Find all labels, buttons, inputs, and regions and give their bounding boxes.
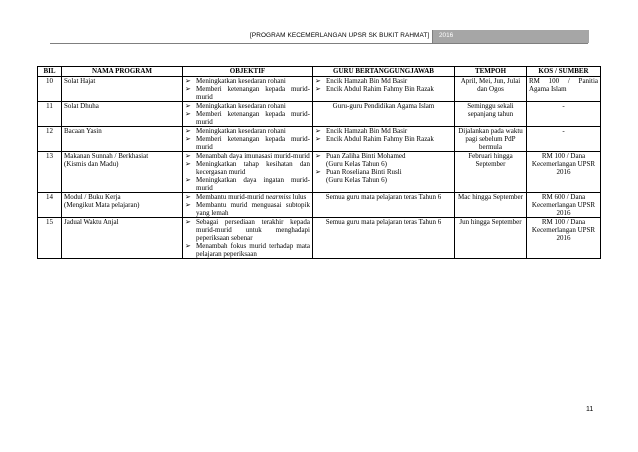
row-nama-program: Makanan Sunnah / Berkhasiat (Kismis dan Madu): [62, 152, 183, 193]
row-guru: Guru-guru Pendidikan Agama Islam: [313, 102, 455, 127]
row-nama-program: Solat Dhuha: [62, 102, 183, 127]
row-kos: RM 600 / Dana Kecemerlangan UPSR 2016: [527, 193, 601, 218]
bullet-arrow-icon: ➢: [315, 77, 321, 85]
header-divider: [50, 43, 588, 44]
row-objektif: [183, 193, 313, 218]
row-objektif: [183, 77, 313, 102]
bullet-arrow-icon: ➢: [185, 135, 191, 143]
row-guru: [313, 127, 455, 152]
bullet-arrow-icon: ➢: [315, 85, 321, 93]
table-row: [38, 152, 601, 193]
list-item: ➢ Puan Roseliana Binti Rusli (Guru Kelas Tahun 6): [315, 168, 402, 184]
row-tempoh: Seminggu sekali sepanjang tahun: [455, 102, 527, 127]
row-tempoh: Februari hingga September: [455, 152, 527, 193]
row-nama-program: Bacaan Yasin: [62, 127, 183, 152]
bullet-arrow-icon: ➢: [185, 85, 191, 93]
bullet-arrow-icon: ➢: [185, 193, 191, 201]
bullet-arrow-icon: ➢: [185, 160, 191, 168]
program-table: [37, 66, 601, 259]
table-row: [38, 102, 601, 127]
bullet-arrow-icon: ➢: [315, 135, 321, 143]
col-header-objektif: OBJEKTIF: [183, 67, 313, 77]
list-item: ➢ Puan Zaliha Binti Mohamed (Guru Kelas Tahun 6): [315, 152, 406, 168]
page-header: [0, 30, 638, 46]
list-item: ➢ Menambah daya imunasasi murid-murid: [185, 152, 310, 160]
year-label: 2016: [439, 32, 454, 39]
row-objektif: [183, 152, 313, 193]
bullet-arrow-icon: ➢: [185, 218, 191, 226]
list-item: ➢ Meningkatkan kesedaran rohani: [185, 127, 286, 135]
row-objektif: [183, 102, 313, 127]
list-item: ➢ Encik Abdul Rahim Fahmy Bin Razak: [315, 135, 434, 143]
list-item: ➢ Encik Hamzah Bin Md Basir: [315, 77, 408, 85]
row-kos: RM 100 / Panitia Agama Islam: [527, 77, 601, 102]
table-row: [38, 193, 601, 218]
bullet-arrow-icon: ➢: [185, 110, 191, 118]
list-item: ➢ Encik Hamzah Bin Md Basir: [315, 127, 408, 135]
list-item: ➢ Sebagai persediaan terakhir kepada murid-murid untuk menghadapi peperiksaan sebenar: [185, 218, 310, 242]
row-bil: 11: [38, 102, 62, 127]
document-title: [PROGRAM KECEMERLANGAN UPSR SK BUKIT RAHMAT]: [250, 32, 430, 39]
bullet-arrow-icon: ➢: [185, 77, 191, 85]
row-guru: [313, 77, 455, 102]
bullet-arrow-icon: ➢: [185, 242, 191, 250]
row-nama-program: Jadual Waktu Anjal: [62, 218, 183, 259]
list-item: ➢ Encik Abdul Rahim Fahmy Bin Razak: [315, 85, 434, 93]
list-item: ➢ Meningkatkan kesedaran rohani: [185, 102, 286, 110]
row-tempoh: Jun hingga September: [455, 218, 527, 259]
row-guru: [313, 152, 455, 193]
col-header-kos: KOS / SUMBER: [527, 67, 601, 77]
row-kos: -: [527, 102, 601, 127]
bullet-arrow-icon: ➢: [185, 152, 191, 160]
list-item: ➢ Membantu murid menguasai subtopik yang lemah: [185, 201, 310, 217]
row-bil: 14: [38, 193, 62, 218]
col-header-guru: GURU BERTANGGUNGJAWAB: [313, 67, 455, 77]
list-item: ➢ Memberi ketenangan kepada murid-murid: [185, 135, 310, 151]
row-guru: Semua guru mata pelajaran teras Tahun 6: [313, 218, 455, 259]
row-kos: -: [527, 127, 601, 152]
col-header-bil: BIL: [38, 67, 62, 77]
list-item: ➢ Menambah fokus murid terhadap mata pelajaran peperiksaan: [185, 242, 310, 258]
row-nama-program: Solat Hajat: [62, 77, 183, 102]
bullet-arrow-icon: ➢: [185, 201, 191, 209]
col-header-nama-program: NAMA PROGRAM: [62, 67, 183, 77]
row-bil: 10: [38, 77, 62, 102]
row-objektif: [183, 127, 313, 152]
bullet-arrow-icon: ➢: [315, 152, 321, 160]
table-header-row: [38, 67, 601, 77]
list-item: ➢ Meningkatkan kesedaran rohani: [185, 77, 286, 85]
row-kos: RM 100 / Dana Kecemerlangan UPSR 2016: [527, 152, 601, 193]
row-tempoh: Mac hingga September: [455, 193, 527, 218]
table-row: [38, 77, 601, 102]
bullet-arrow-icon: ➢: [185, 176, 191, 184]
bullet-arrow-icon: ➢: [185, 127, 191, 135]
row-bil: 15: [38, 218, 62, 259]
row-tempoh: Dijalankan pada waktu pagi sebelum PdP bermula: [455, 127, 527, 152]
list-item: ➢ Membantu murid-murid nearmiss lulus: [185, 193, 307, 201]
row-kos: RM 100 / Dana Kecemerlangan UPSR 2016: [527, 218, 601, 259]
row-nama-program: Modul / Buku Kerja (Mengikut Mata pelajaran): [62, 193, 183, 218]
page-number: 11: [586, 406, 594, 413]
year-box: [432, 30, 589, 43]
bullet-arrow-icon: ➢: [315, 127, 321, 135]
row-bil: 12: [38, 127, 62, 152]
bullet-arrow-icon: ➢: [315, 168, 321, 176]
row-guru: Semua guru mata pelajaran teras Tahun 6: [313, 193, 455, 218]
list-item: ➢ Memberi ketenangan kepada murid-murid: [185, 85, 310, 101]
row-objektif: [183, 218, 313, 259]
table-row: [38, 218, 601, 259]
col-header-tempoh: TEMPOH: [455, 67, 527, 77]
table-row: [38, 127, 601, 152]
row-tempoh: April, Mei, Jun, Julai dan Ogos: [455, 77, 527, 102]
row-bil: 13: [38, 152, 62, 193]
list-item: ➢ Meningkatkan tahap kesihatan dan kecergasan murid: [185, 160, 310, 176]
bullet-arrow-icon: ➢: [185, 102, 191, 110]
list-item: ➢ Meningkatkan daya ingatan murid-murid: [185, 176, 310, 192]
list-item: ➢ Memberi ketenangan kepada murid-murid: [185, 110, 310, 126]
